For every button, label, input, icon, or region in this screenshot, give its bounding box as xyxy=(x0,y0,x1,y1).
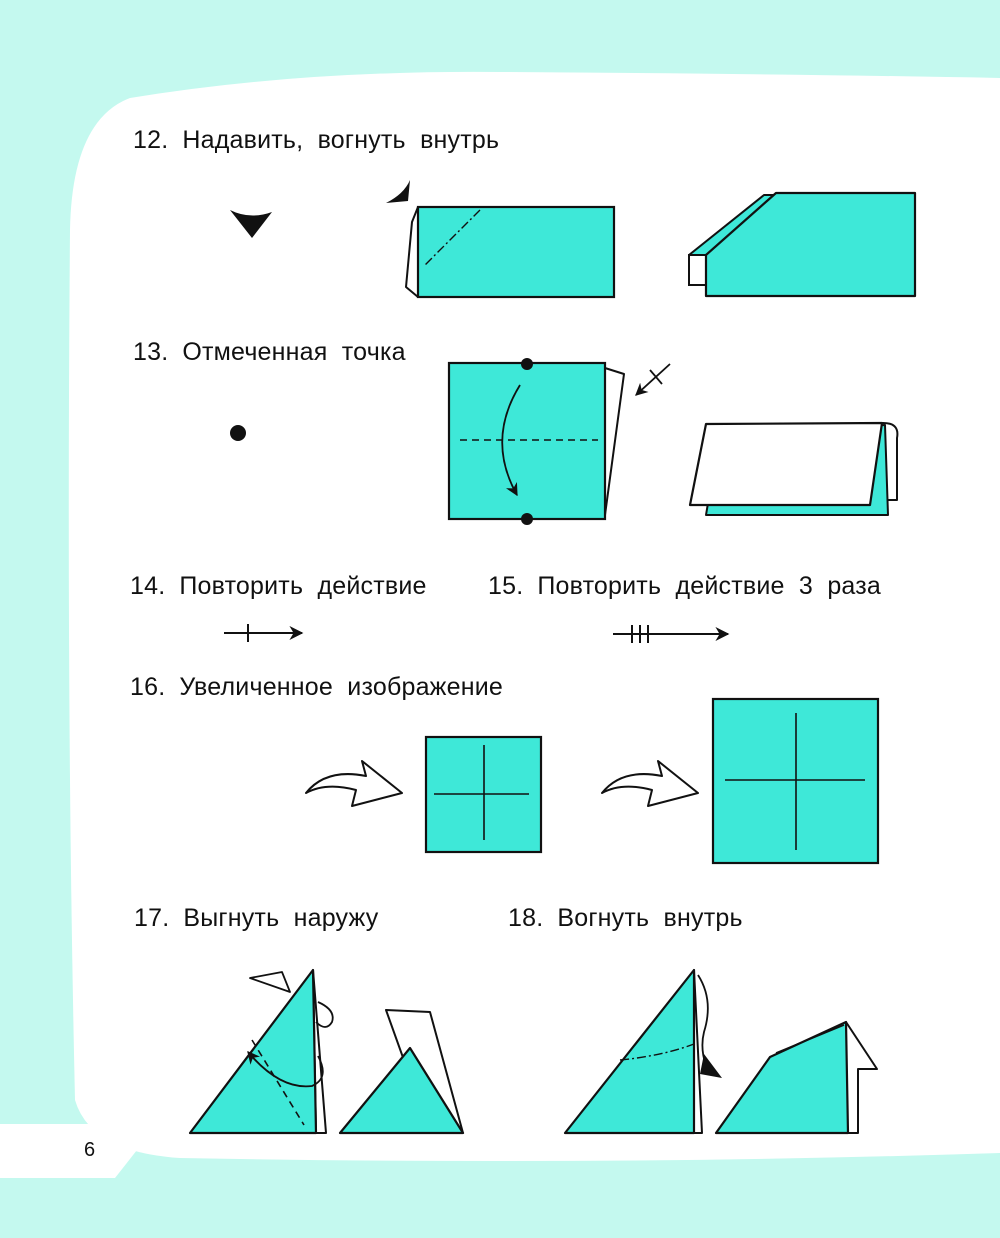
item-number: 17. xyxy=(134,904,170,932)
paper-front xyxy=(565,970,694,1133)
paper-front xyxy=(190,970,316,1133)
diagram-12-step-b xyxy=(689,193,915,296)
item-number: 16. xyxy=(130,673,166,701)
item-number: 15. xyxy=(488,572,524,600)
diagram-12-step-a xyxy=(386,180,614,297)
item-number: 12. xyxy=(133,126,169,154)
enlarge-view-arrow-icon xyxy=(602,761,698,806)
item-text: Надавить, вогнуть внутрь xyxy=(182,126,500,154)
rotation-arrow xyxy=(316,1002,333,1027)
paper-front xyxy=(418,207,614,297)
item-text: Вогнуть внутрь xyxy=(557,904,743,932)
item-text: Повторить действие xyxy=(179,572,427,600)
push-arrowhead-icon xyxy=(230,210,272,238)
diagram-18-step-a xyxy=(565,970,722,1133)
diagram-17-step-b xyxy=(340,1010,463,1133)
diagram-18-step-b xyxy=(716,1022,877,1133)
paper-back-layer xyxy=(406,207,418,297)
paper-front xyxy=(449,363,605,519)
marked-point-icon xyxy=(230,425,246,441)
diagram-13-step-b xyxy=(690,423,897,515)
push-arrowhead-icon xyxy=(700,1054,722,1078)
item-number: 14. xyxy=(130,572,166,600)
paper-back-layer xyxy=(605,368,624,515)
repeat-three-times-arrow-icon xyxy=(613,625,728,643)
item-number: 13. xyxy=(133,338,169,366)
repeat-once-arrow-icon xyxy=(636,364,670,395)
flap-side xyxy=(689,255,706,285)
diagram-13-step-a xyxy=(449,358,670,525)
item-text: Увеличенное изображение xyxy=(179,673,503,701)
item-text: Выгнуть наружу xyxy=(183,904,379,932)
marked-point-icon xyxy=(521,358,533,370)
paper-white-layer xyxy=(690,423,882,505)
marked-point-icon xyxy=(521,513,533,525)
item-text: Отмеченная точка xyxy=(182,338,406,366)
item-text: Повторить действие 3 раза xyxy=(537,572,882,600)
enlarge-view-arrow-icon xyxy=(306,761,402,806)
diagram-17-step-a xyxy=(190,970,333,1133)
inside-reverse-fold-icon xyxy=(698,975,708,1066)
repeat-once-arrow-icon xyxy=(224,624,302,642)
outside-reverse-fold-icon xyxy=(250,972,290,992)
paper-white-flap xyxy=(846,1022,877,1133)
push-arrowhead-icon xyxy=(386,180,410,203)
page-number: 6 xyxy=(84,1139,96,1161)
paper-back-layer xyxy=(694,970,702,1133)
paper-front xyxy=(716,1022,848,1133)
paper-front xyxy=(706,193,915,296)
item-number: 18. xyxy=(508,904,544,932)
